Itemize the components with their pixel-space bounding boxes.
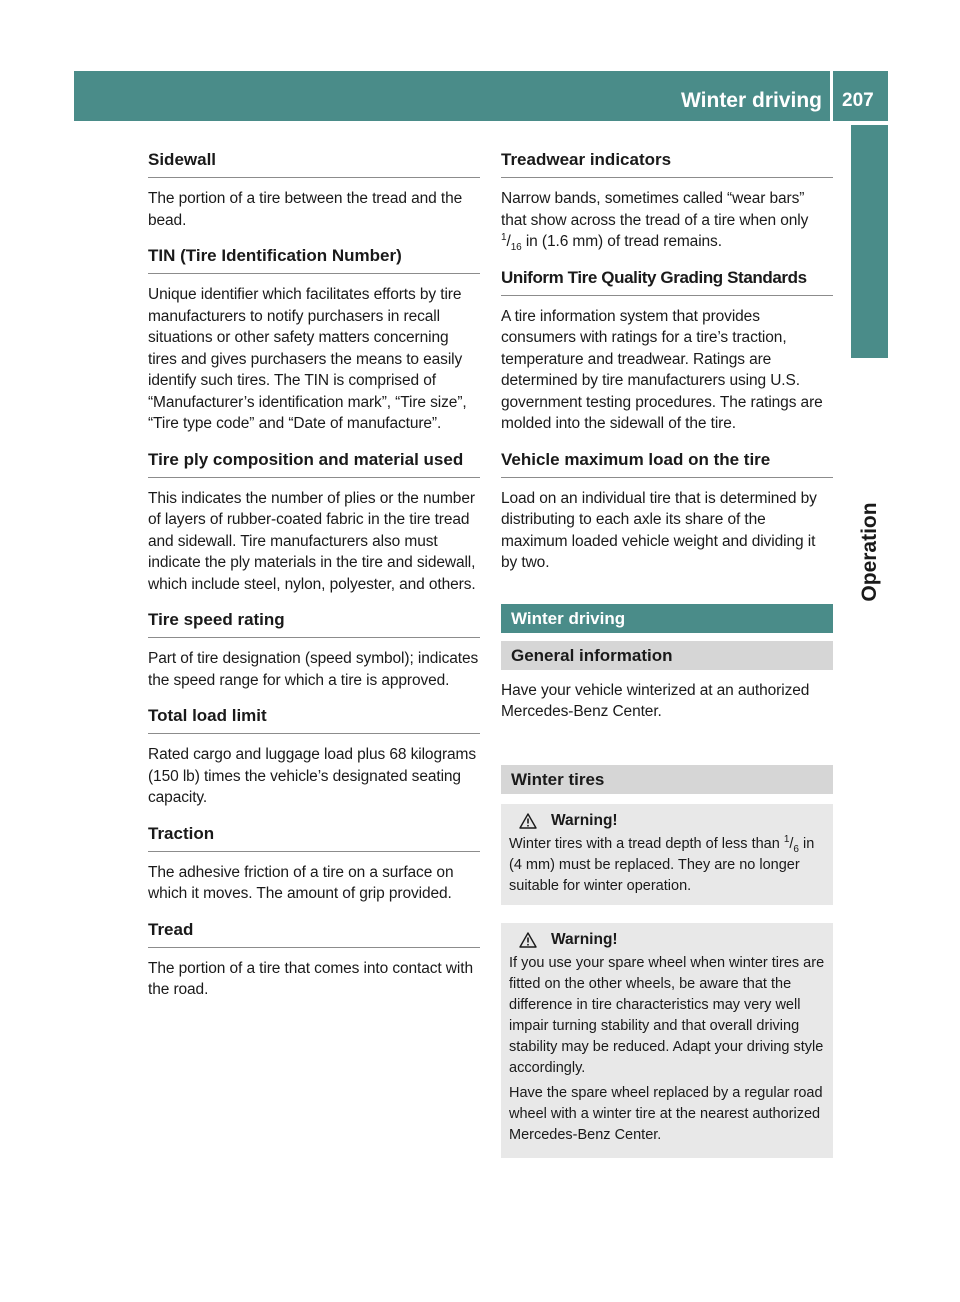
side-tab	[851, 125, 888, 1290]
term-title: Traction	[148, 824, 480, 852]
term-tin	[148, 246, 480, 435]
term-definition: A tire information system that provides consumers with ratings for a tire’s traction, temperature and treadwear. Ratings are determined by tire manufacturers using U.S. government testing procedures. The ratings are molded into the sidewall of the tire.	[501, 307, 823, 432]
warning-box	[501, 923, 833, 1158]
warning-paragraph: If you use your spare wheel when winter tires are fitted on the other wheels, be aware that the difference in tire characteristics may very well impair turning stability and that overall driving stability may be reduced. Adapt your driving style accordingly.	[509, 954, 825, 1076]
term-treadwear-indicators	[501, 150, 833, 253]
subsection-heading: General information	[501, 641, 833, 670]
warning-triangle-icon	[519, 932, 537, 948]
term-utqgs	[501, 268, 833, 435]
header-divider	[830, 71, 833, 121]
section-heading: Winter driving	[501, 604, 833, 633]
term-traction	[148, 824, 480, 905]
term-title: Tire speed rating	[148, 610, 480, 638]
term-title: TIN (Tire Identification Number)	[148, 246, 480, 274]
warning-box	[501, 804, 833, 905]
side-tab-marker	[851, 125, 888, 358]
term-definition: The portion of a tire that comes into contact with the road.	[148, 959, 473, 998]
warning-header	[509, 812, 825, 830]
term-vehicle-max-load	[501, 450, 833, 574]
term-definition: Part of tire designation (speed symbol); indicates the speed range for which a tire is approved.	[148, 650, 479, 689]
right-column	[501, 150, 833, 1158]
term-title: Tread	[148, 920, 480, 948]
fraction-denominator: 16	[510, 242, 522, 254]
term-ply-composition	[148, 450, 480, 596]
side-tab-label: Operation	[858, 502, 881, 602]
term-title: Total load limit	[148, 706, 480, 734]
general-info-text: Have your vehicle winterized at an authorized Mercedes-Benz Center.	[501, 681, 810, 720]
term-title: Sidewall	[148, 150, 480, 178]
fraction-denominator: 6	[793, 843, 799, 855]
warning-triangle-icon	[519, 813, 537, 829]
warning-text-part: Winter tires with a tread depth of less than	[509, 835, 784, 852]
page-number: 207	[842, 90, 874, 111]
fraction-numerator: 1	[501, 231, 507, 243]
term-title: Tire ply composition and material used	[148, 450, 480, 478]
warning-text: Winter tires with a tread depth of less than $^1/_6$ in (4 mm) must be replaced. They are no longer suitable for winter operation.	[509, 833, 815, 894]
term-sidewall	[148, 150, 480, 231]
warning-text-part: in (4 mm) must be replaced. They are no longer suitable for winter operation.	[509, 835, 815, 894]
warning-header	[509, 931, 825, 949]
term-definition: Rated cargo and luggage load plus 68 kilograms (150 lb) times the vehicle’s designated seating capacity.	[148, 746, 477, 806]
term-definition: Load on an individual tire that is determined by distributing to each axle its share of the maximum loaded vehicle weight and dividing it by two.	[501, 489, 817, 571]
warning-title: Warning!	[551, 930, 618, 948]
warning-title: Warning!	[551, 811, 618, 829]
page-header	[74, 71, 888, 121]
term-definition: The adhesive friction of a tire on a surface on which it moves. The amount of grip provided.	[148, 863, 454, 902]
definition-text: Narrow bands, sometimes called “wear bars” that show across the tread of a tire when only	[501, 190, 809, 229]
fraction-numerator: 1	[783, 833, 790, 845]
term-definition: Narrow bands, sometimes called “wear bars” that show across the tread of a tire when only $^1/_{16}$ in (1.6 mm) of tread remains.	[501, 190, 809, 254]
definition-text: in (1.6 mm) of tread remains.	[521, 233, 722, 250]
term-title: Vehicle maximum load on the tire	[501, 450, 833, 478]
term-speed-rating	[148, 610, 480, 691]
term-total-load-limit	[148, 706, 480, 809]
header-title: Winter driving	[681, 89, 822, 112]
term-tread	[148, 920, 480, 1001]
subsection-heading: Winter tires	[501, 765, 833, 794]
term-title: Treadwear indicators	[501, 150, 833, 178]
term-definition: This indicates the number of plies or the number of layers of rubber-coated fabric in the tire tread and sidewall. Tire manufacturers also must indicate the ply materials in the tire and sidewall, which include steel, nylon, polyester, and others.	[148, 489, 476, 593]
term-definition: The portion of a tire between the tread and the bead.	[148, 190, 463, 229]
left-column	[148, 150, 480, 1016]
term-definition: Unique identifier which facilitates efforts by tire manufacturers to notify purchasers in recall situations or other safety matters concerning tires and gives purchasers the means to easily identify such tires. The TIN is comprised of “Manufacturer’s identification mark”, “Tire size”, “Tire type code” and “Date of manufacture”.	[148, 286, 467, 432]
term-title: Uniform Tire Quality Grading Standards	[501, 268, 833, 296]
side-tab-label-wrap	[850, 452, 890, 652]
warning-paragraph: Have the spare wheel replaced by a regular road wheel with a winter tire at the nearest authorized Mercedes-Benz Center.	[509, 1084, 823, 1143]
warning-text	[509, 953, 825, 1146]
